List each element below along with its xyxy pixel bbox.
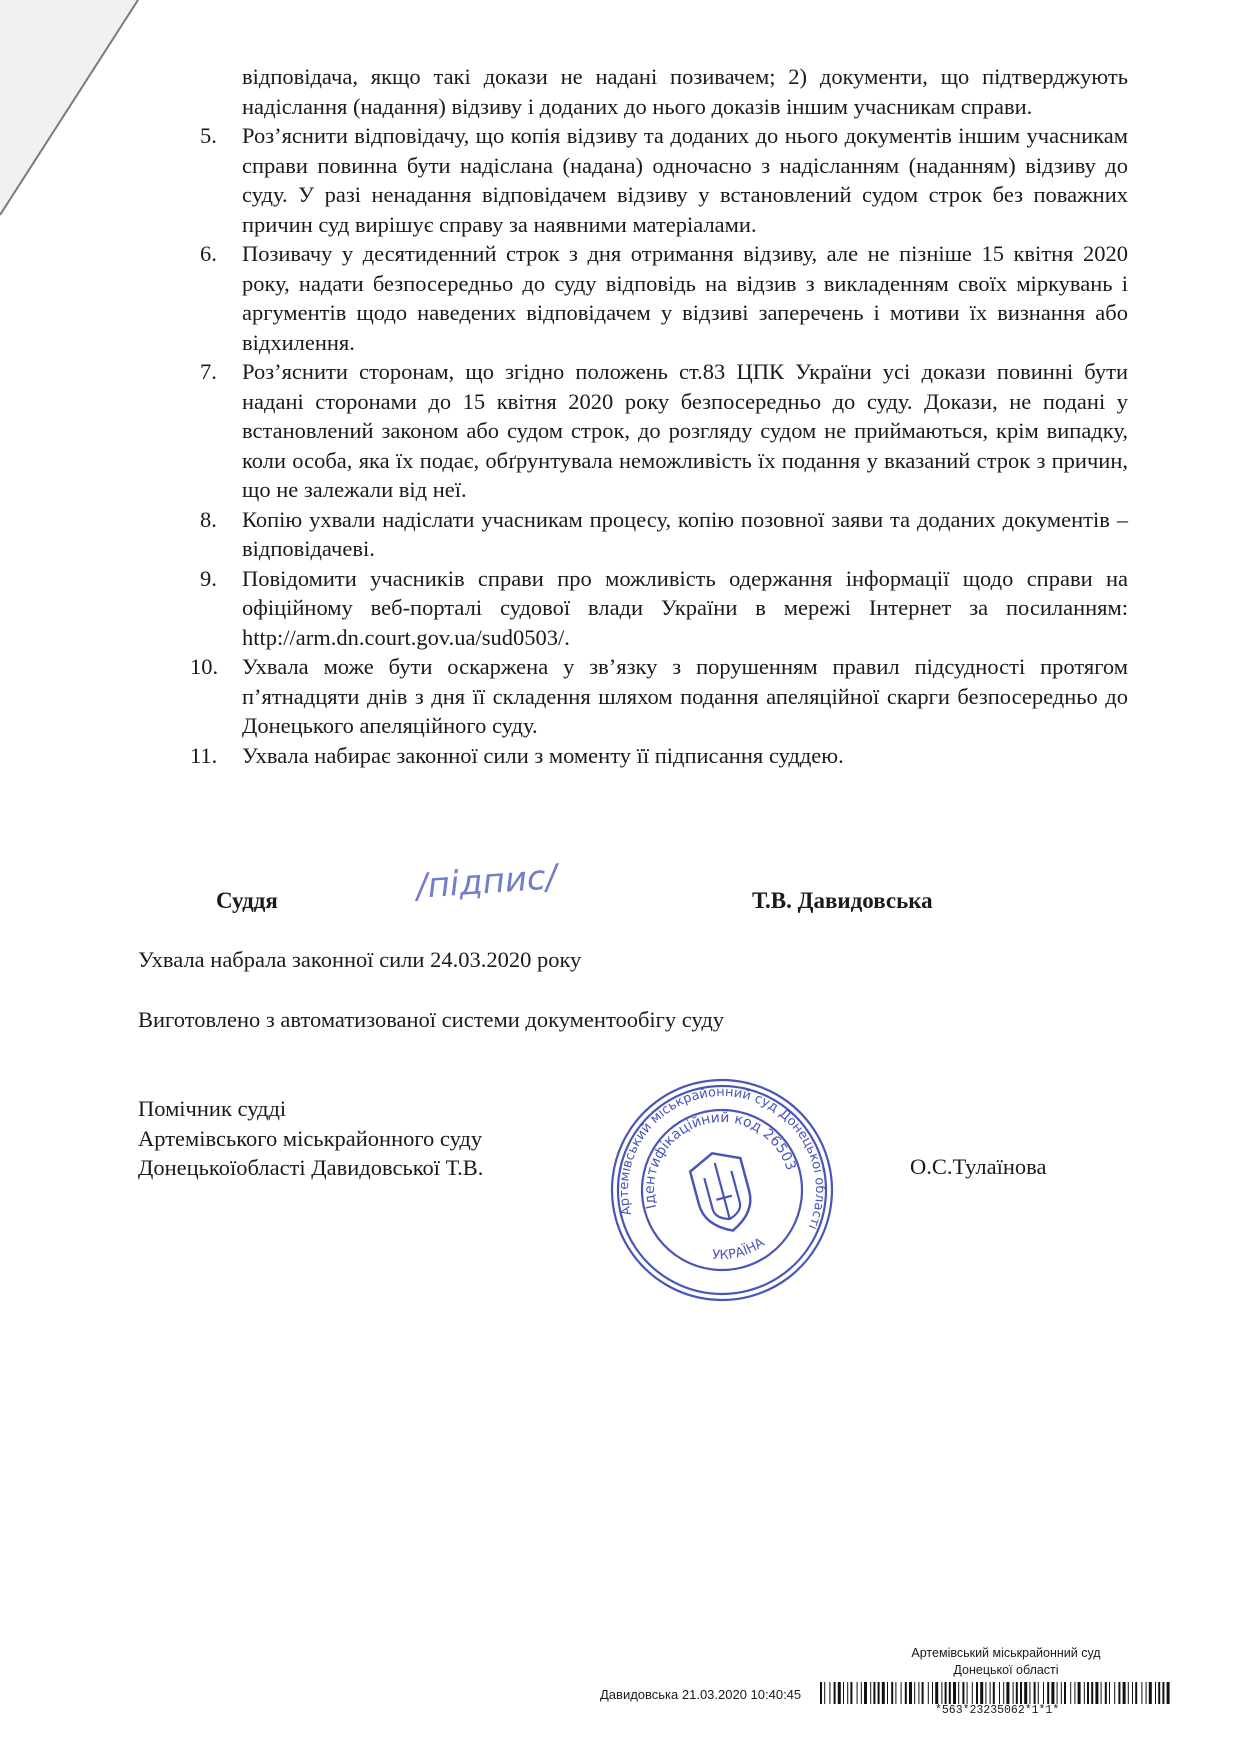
item-number: 7.	[200, 359, 217, 384]
item-text: Роз’яснити сторонам, що згідно положень ст.83 ЦПК України усі докази повинні бути надані сторонами до 15 квітня 2020 року безпосередньо до суду. Докази, не подані у встановлений законом або судом строк, до розгляду судом не приймаються, крім випадку, коли особа, яка їх подає, обґрунтувала неможливість їх подання у вказаний строк з причин, що не залежали від неї.	[242, 359, 1128, 502]
assistant-block	[138, 1094, 483, 1183]
item-text: Роз’яснити відповідачу, що копія відзиву та доданих до нього документів іншим учасникам справи повинна бути надіслана (надана) одночасно з надісланням (наданням) відзиву до суду. У разі ненадання відповідачем відзиву у встановлений судом строк без поважних причин суд вирішує справу за наявними матеріалами.	[242, 123, 1128, 237]
item-number: 11.	[190, 742, 218, 768]
item-number: 8.	[200, 506, 217, 532]
item-text: Копію ухвали надіслати учасникам процесу, копію позовної заяви та доданих документів – відповідачеві.	[242, 506, 1128, 561]
barcode-code: *563*23235062*1*1*	[935, 1704, 1060, 1717]
source-line: Виготовлено з автоматизованої системи документообігу суду	[138, 1007, 725, 1032]
item-number: 5.	[200, 123, 217, 148]
ruling-item	[200, 357, 1128, 505]
footer-court-line1: Артемівський міськрайонний суд	[911, 1646, 1101, 1660]
footer-court-line2: Донецької області	[953, 1663, 1059, 1677]
stamp-outer-text: Артемівський міськрайонний суд Донецької області	[616, 1084, 828, 1232]
ruling-item	[200, 564, 1128, 653]
ruling-item	[200, 121, 1128, 239]
assistant-of-judge: Донецькоїобласті Давидовської Т.В.	[138, 1155, 484, 1180]
handwritten-signature	[414, 857, 566, 932]
item-text: Позивачу у десятиденний строк з дня отримання відзиву, але не пізніше 15 квітня 2020 року, надати безпосередньо до суду відповідь на відзив з викладенням своїх міркувань і аргументів щодо наведених відповідачем у відзиві заперечень і мотиви їх визнання або відхилення.	[242, 241, 1128, 355]
ruling-body	[190, 62, 1128, 770]
continuation-text: відповідача, якщо такі докази не надані позивачем; 2) документи, що підтверджують надіслання (надання) відзиву і доданих до нього доказів іншим учасникам справи.	[242, 64, 1128, 119]
page-fold-corner	[0, 0, 150, 220]
effective-date-line: Ухвала набрала законної сили 24.03.2020 року	[138, 947, 582, 972]
assistant-court: Артемівського міськрайонного суду	[138, 1125, 483, 1151]
ruling-items	[190, 121, 1128, 770]
item-text: Ухвала може бути оскаржена у зв’язку з порушенням правил підсудності протягом п’ятнадцяти днів з дня її складення шляхом подання апеляційної скарги безпосередньо до Донецького апеляційного суду.	[242, 654, 1128, 738]
ruling-item	[190, 652, 1128, 741]
ruling-item	[190, 741, 1128, 771]
trident-icon	[701, 1159, 743, 1222]
barcode	[820, 1682, 1170, 1704]
item-text: Ухвала набирає законної сили з моменту її підписання суддею.	[242, 742, 844, 768]
stamp-inner-text: Ідентифікаційний код 26503744	[641, 1109, 799, 1211]
ruling-item	[200, 239, 1128, 357]
item-number: 9.	[200, 565, 217, 591]
item-number: 6.	[200, 241, 217, 266]
footer-meta: Давидовська 21.03.2020 10:40:45	[600, 1687, 802, 1702]
item-text: Повідомити учасників справи про можливість одержання інформації щодо справи на офіційному веб-порталі судової влади України в мережі Інтернет за посиланням: http://arm.dn.court.gov.ua/sud0503/.	[242, 565, 1128, 650]
assistant-name: О.С.Тулаїнова	[910, 1154, 1047, 1179]
footer-court-name	[896, 1645, 1116, 1679]
judge-role-label: Суддя	[216, 888, 278, 913]
ruling-item	[200, 505, 1128, 564]
item-number: 10.	[190, 654, 219, 679]
stamp-bottom-text: УКРАЇНА	[711, 1235, 768, 1264]
svg-text:УКРАЇНА	[708, 1234, 769, 1268]
signature-mark-text: /підпис/	[414, 857, 559, 907]
court-seal-stamp	[602, 1070, 842, 1310]
assistant-title: Помічник судді	[138, 1096, 287, 1121]
judge-name: Т.В. Давидовська	[752, 888, 933, 913]
